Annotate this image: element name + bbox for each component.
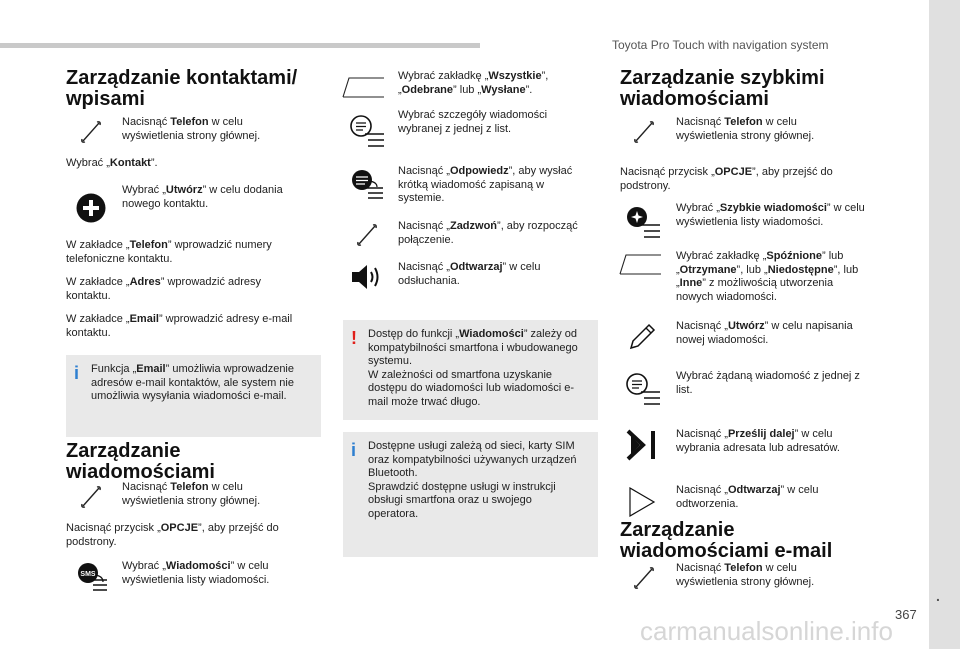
phone-icon (632, 566, 656, 590)
text-quick-messages: Wybrać „Szybkie wiadomości” w celu wyświetlenia listy wiadomości. (676, 202, 865, 228)
info-note-text: Funkcja „Email” umożliwia wprowadzenie adresów e-mail kontaktów, ale system nie umożliwia wysyłania wiadomości e-mail. (91, 363, 294, 402)
sms-icon (76, 562, 108, 594)
page-number: 367 (895, 607, 917, 622)
pencil-icon (627, 322, 657, 352)
svg-text:SMS: SMS (80, 571, 96, 578)
text-create-message: Nacisnąć „Utwórz” w celu napisania nowej wiadomości. (676, 320, 853, 346)
tab-icon (342, 77, 386, 99)
text-tab-phone: W zakładce „Telefon” wprowadzić numery telefoniczne kontaktu. (66, 239, 272, 265)
text-press-phone-4: Nacisnąć Telefon w celu wyświetlenia strony głównej. (676, 562, 815, 588)
page-dot: . (936, 588, 940, 604)
text-select-tab: Wybrać zakładkę „Wszystkie”, „Odebrane” lub „Wysłane”. (398, 70, 549, 96)
text-press-phone-3: Nacisnąć Telefon w celu wyświetlenia strony głównej. (676, 116, 815, 142)
section-heading-contacts: Zarządzanie kontaktami/ wpisami (66, 67, 298, 110)
warning-icon: ! (351, 328, 357, 348)
text-select-message: Wybrać żądaną wiadomość z jednej z list. (676, 370, 860, 396)
info-note-services (343, 432, 598, 557)
text-tab-address: W zakładce „Adres” wprowadzić adresy kontaktu. (66, 276, 262, 302)
text-press-phone-2: Nacisnąć Telefon w celu wyświetlenia strony głównej. (122, 481, 261, 507)
phone-icon (79, 120, 103, 144)
header-title: Toyota Pro Touch with navigation system (612, 38, 829, 52)
section-heading-messages: Zarządzanie wiadomościami (66, 440, 215, 483)
text-select-contact: Wybrać „Kontakt”. (66, 157, 158, 169)
info-icon: i (74, 363, 80, 383)
header-bar (0, 43, 480, 48)
speaker-icon (350, 262, 384, 292)
call-icon (355, 223, 379, 247)
text-create-contact: Wybrać „Utwórz” w celu dodania nowego kontaktu. (122, 184, 283, 210)
text-press-phone: Nacisnąć Telefon w celu wyświetlenia strony głównej. (122, 116, 261, 142)
section-heading-email: Zarządzanie wiadomościami e-mail (620, 519, 833, 562)
text-call: Nacisnąć „Zadzwoń”, aby rozpocząć połączenie. (398, 220, 578, 246)
text-select-messages: Wybrać „Wiadomości” w celu wyświetlenia listy wiadomości. (122, 560, 270, 586)
tab-icon (619, 254, 663, 276)
text-tab-email: W zakładce „Email” wprowadzić adresy e-mail kontaktu. (66, 313, 293, 339)
text-options-2: Nacisnąć przycisk „OPCJE”, aby przejść do podstrony. (620, 166, 833, 192)
reply-message-icon (350, 168, 384, 202)
text-options: Nacisnąć przycisk „OPCJE”, aby przejść do podstrony. (66, 522, 279, 548)
info-note-services-text: Dostępne usługi zależą od sieci, karty SIM oraz kompatybilności używanych urządzeń Bluetooth. Sprawdzić dostępne usługi w instrukcji obsługi smartfona oraz u swojego operatora. (368, 440, 577, 520)
watermark: carmanualsonline.info (640, 616, 893, 646)
side-strip (929, 0, 960, 649)
text-listen: Nacisnąć „Odtwarzaj” w celu odsłuchania. (398, 261, 541, 287)
phone-icon (632, 120, 656, 144)
text-forward: Nacisnąć „Prześlij dalej” w celu wybrania adresata lub adresatów. (676, 428, 840, 454)
info-note-email (66, 355, 321, 437)
play-icon (628, 487, 656, 517)
phone-icon (79, 485, 103, 509)
text-reply: Nacisnąć „Odpowiedz”, aby wysłać krótką wiadomość zapisaną w systemie. (398, 165, 573, 204)
warning-note-messages (343, 320, 598, 420)
list-details-icon (349, 114, 385, 150)
add-contact-icon (75, 192, 107, 224)
text-play: Nacisnąć „Odtwarzaj” w celu odtworzenia. (676, 484, 819, 510)
text-select-tab-2: Wybrać zakładkę „Spóźnione” lub „Otrzymane”, lub „Niedostępne”, lub „Inne” z możliwością utworzenia nowych wiadomości. (676, 250, 859, 303)
info-icon: i (351, 440, 357, 460)
list-details-icon (625, 372, 661, 408)
text-select-details: Wybrać szczegóły wiadomości wybranej z jednej z list. (398, 109, 548, 135)
section-heading-quick-messages: Zarządzanie szybkimi wiadomościami (620, 67, 825, 110)
warning-note-text: Dostęp do funkcji „Wiadomości” zależy od kompatybilności smartfona i wbudowanego systemu. W zależności od smartfona uzyskanie dostępu do wiadomości lub wiadomości e-mail może trwać długo. (368, 328, 578, 408)
forward-icon (626, 428, 658, 462)
quick-messages-icon (625, 205, 661, 239)
